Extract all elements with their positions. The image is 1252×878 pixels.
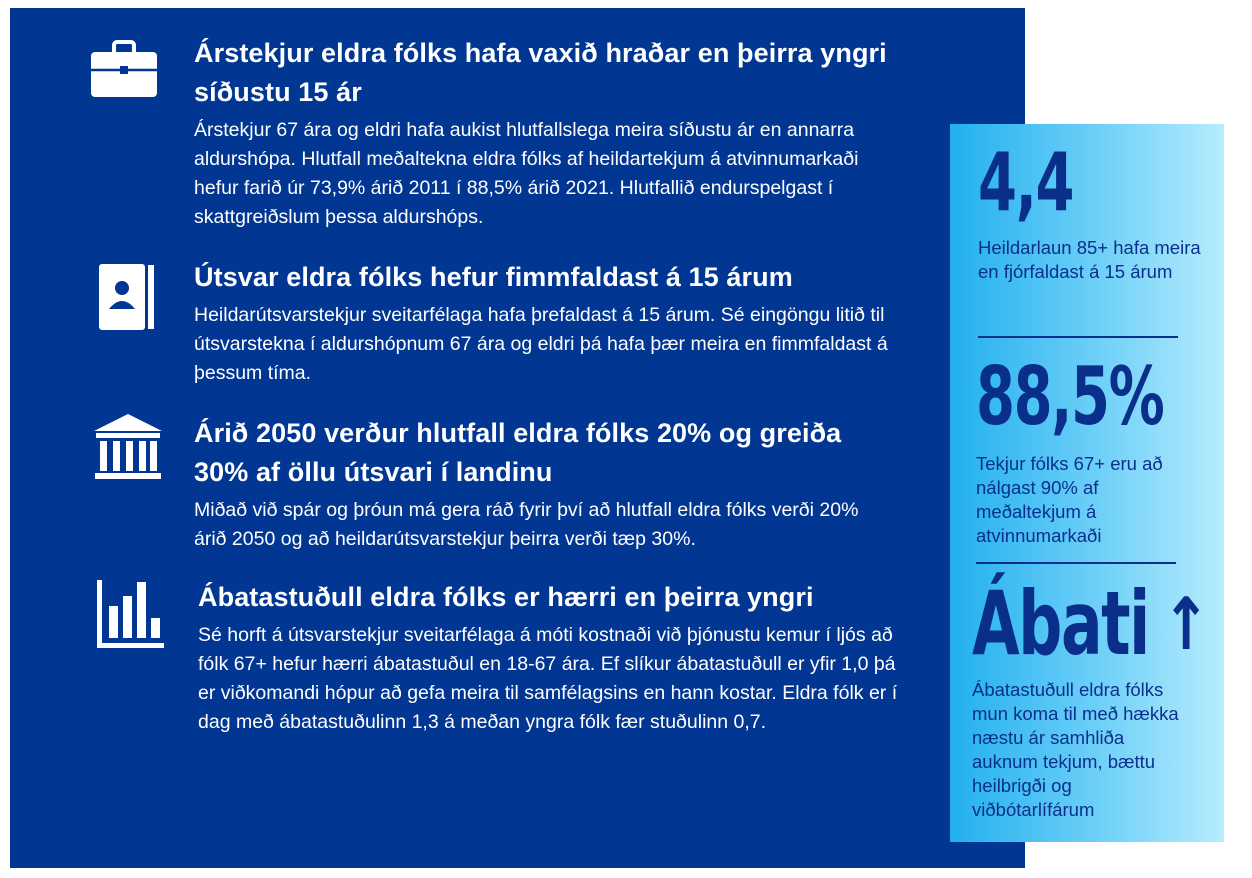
section-body: Árstekjur 67 ára og eldri hafa aukist hlutfallslega meira síðustu ár en annarra aldurshópa. Hlutfall meðaltekna eldra fólks af heildartekjum á atvinnumarkaði hefur farið úr 73,9% árið 2011 í 88,5% árið 2021. Hlutfallið endurspelgast í skattgreiðslum þessa aldurshóps. (194, 119, 859, 228)
stat-value: Ábati (972, 572, 1149, 675)
stat-description: Tekjur fólks 67+ eru að nálgast 90% af meðaltekjum á atvinnumarkaði (976, 453, 1163, 546)
section-title: Ábatastuðull eldra fólks er hærri en þeirra yngri (198, 582, 814, 612)
briefcase-icon (90, 40, 158, 103)
section-title: Árstekjur eldra fólks hafa vaxið hraðar en þeirra yngri síðustu 15 ár (194, 38, 887, 107)
section-body: Sé horft á útsvarstekjur sveitarfélaga á móti kostnaði við þjónustu kemur í ljós að fólk 67+ hefur hærri ábatastuðul en 18-67 ára. Ef slíkur ábatastuðull er yfir 1,0 þá er viðkomandi hópur að gefa meira til samfélagsins en hann kostar. Eldra fólk er í dag með ábatastuðulinn 1,3 á meðan yngra fólk fær stuðulinn 0,7. (198, 624, 898, 733)
stat-divider (978, 336, 1178, 338)
section-benefit-ratio (198, 578, 898, 737)
arrow-up-icon: ↑ (1162, 582, 1209, 666)
section-body: Miðað við spár og þróun má gera ráð fyrir því að hlutfall eldra fólks verði 20% árið 2050 og að heildarútsvarstekjur þeirra verði tæp 30%. (194, 499, 859, 550)
stat-description: Ábatastuðull eldra fólks mun koma til með hækka næstu ár samhliða auknum tekjum, bættu heilbrigði og viðbótarlífárum (972, 679, 1179, 820)
government-building-icon (92, 413, 164, 486)
section-body: Heildarútsvarstekjur sveitarfélaga hafa þrefaldast á 15 árum. Sé eingöngu litið til útsvarstekna í aldurshópnum 67 ára og eldri þá hafa þær meira en fimmfaldast á þessum tíma. (194, 304, 888, 384)
section-title: Útsvar eldra fólks hefur fimmfaldast á 15 árum (194, 262, 793, 292)
section-title: Árið 2050 verður hlutfall eldra fólks 20% og greiða 30% af öllu útsvari í landinu (194, 418, 842, 487)
contact-book-icon (98, 263, 156, 336)
section-annual-income (194, 34, 894, 232)
stat-divider (976, 562, 1176, 564)
section-municipal-tax (194, 258, 894, 388)
stat-value: 88,5% (976, 350, 1164, 443)
stat-description: Heildarlaun 85+ hafa meira en fjórfaldast á 15 árum (978, 237, 1201, 282)
section-2050-projection (194, 414, 894, 554)
stat-value: 4,4 (978, 136, 1074, 229)
bar-chart-icon (96, 580, 166, 655)
